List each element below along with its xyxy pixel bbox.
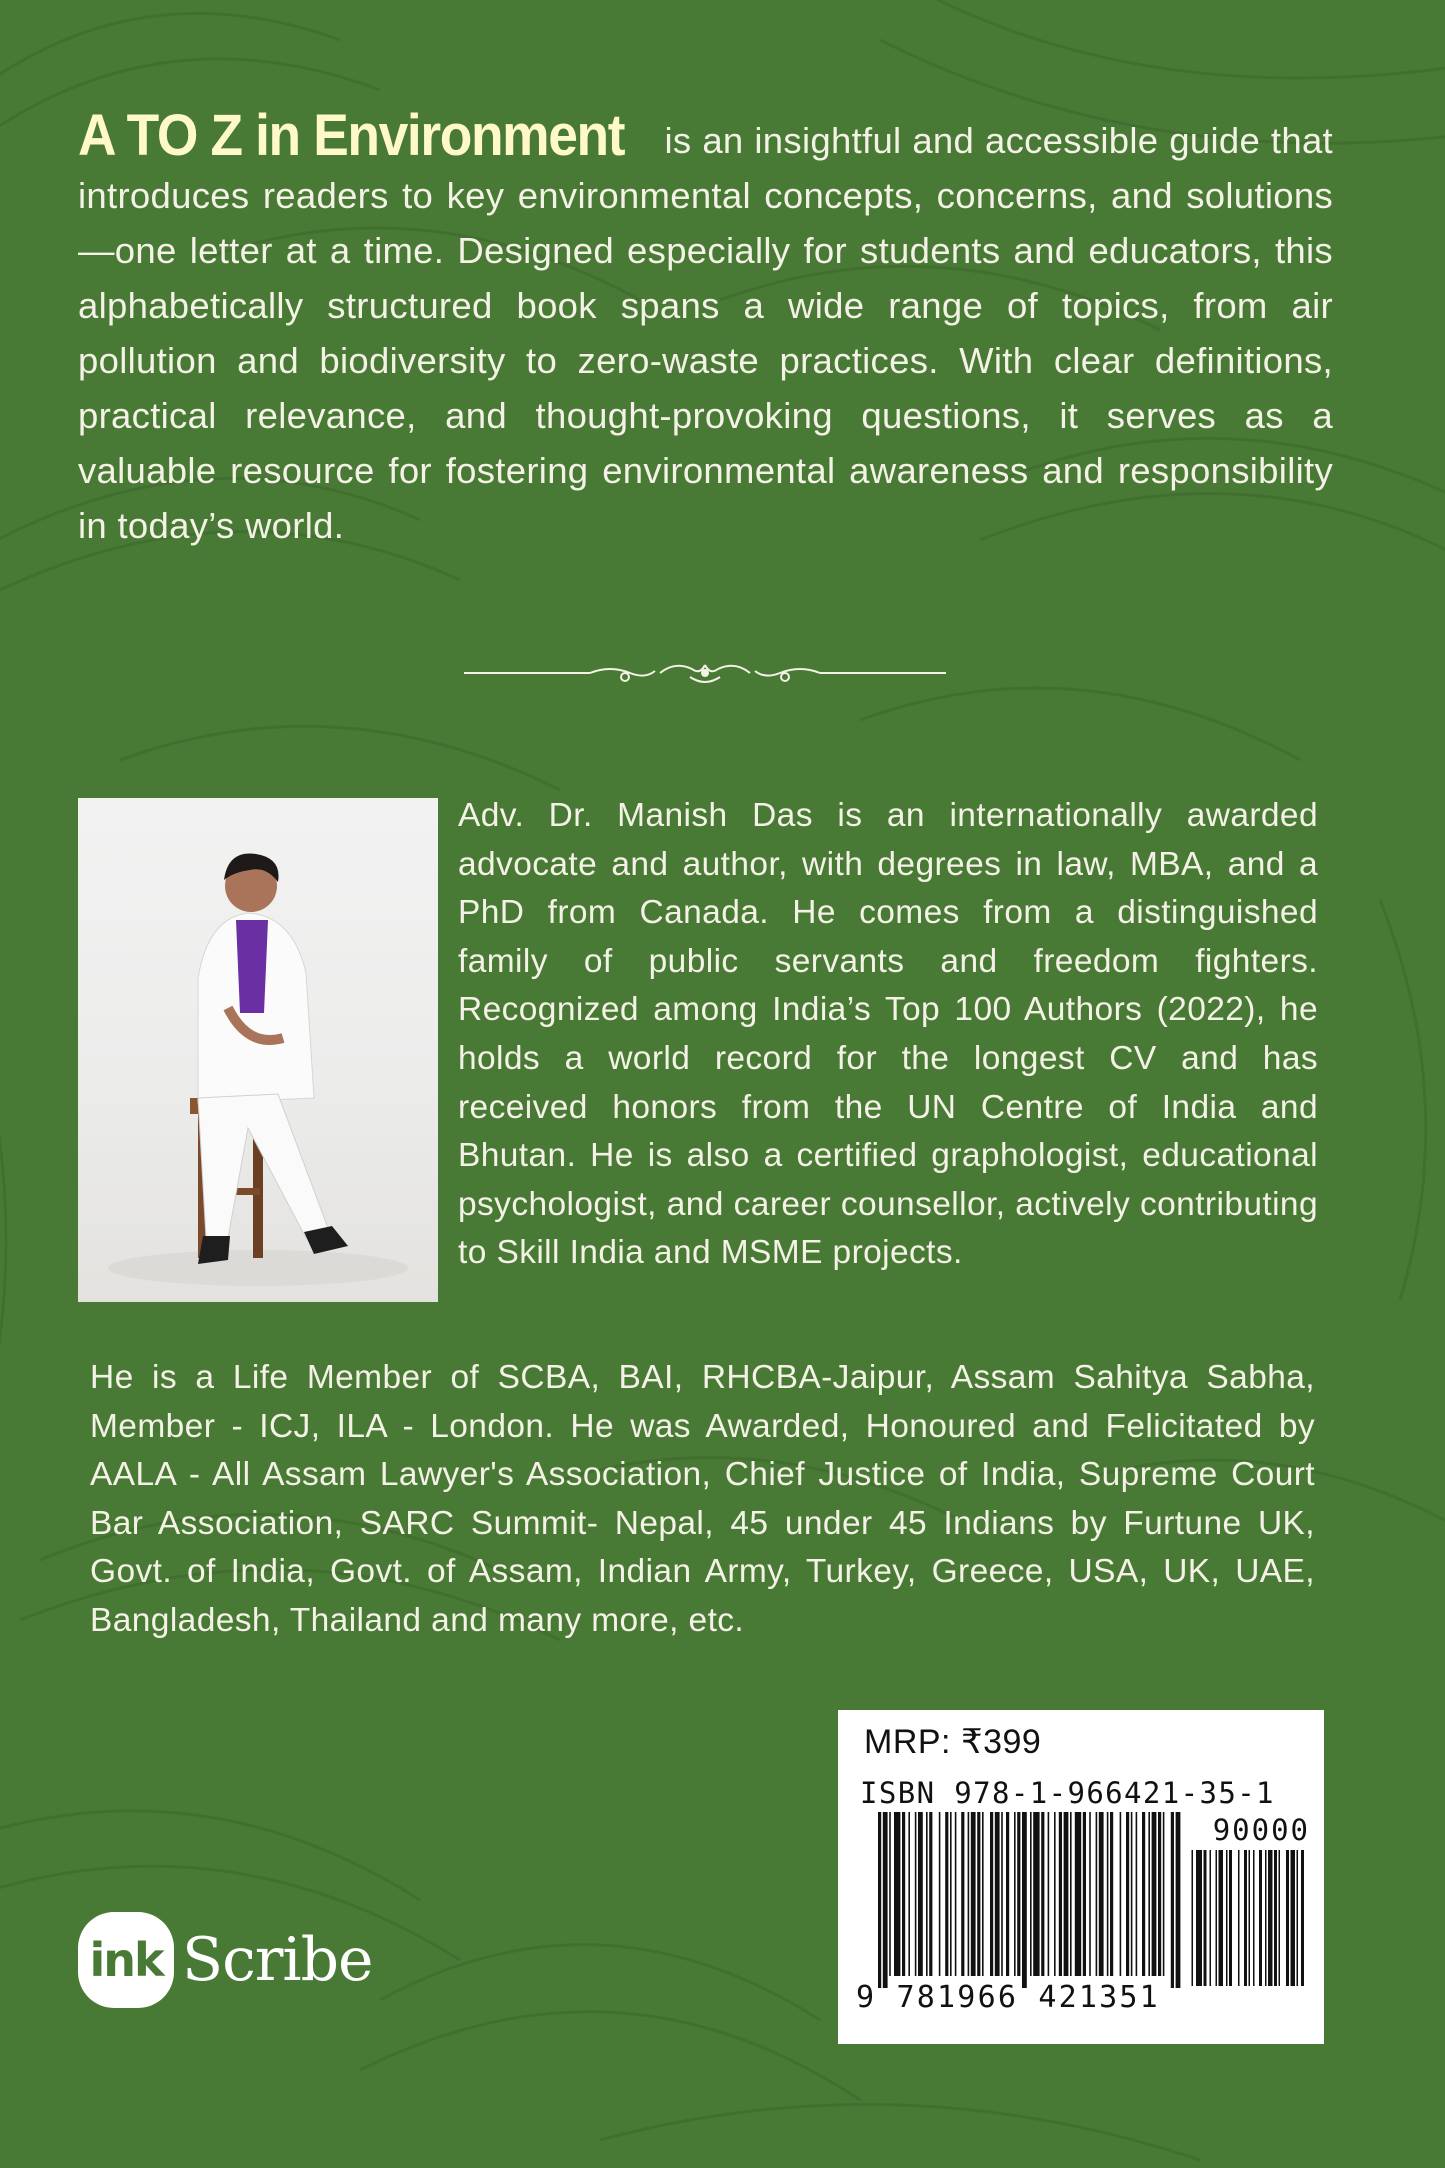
- ornamental-divider: [460, 655, 950, 691]
- book-blurb: is an insightful and accessible guide that introduces readers to key environmental concepts, concerns, and solutions—one letter at a time. Designed especially for students and educators, this alphabetically structured book spans a wide range of topics, from air pollution and biodiversity to zero-waste practices. With clear definitions, practical relevance, and thought-provoking questions, it serves as a valuable resource for fostering environmental awareness and responsibility in today’s world.: [78, 120, 1333, 546]
- book-title: A TO Z in Environment: [78, 103, 625, 168]
- mrp-price: MRP: ₹399: [864, 1723, 1042, 1761]
- barcode-addon-digits: 90000: [1212, 1813, 1310, 1847]
- isbn-barcode-panel: [838, 1710, 1324, 2044]
- publisher-logo-badge: ink: [78, 1912, 174, 2008]
- author-honors: He is a Life Member of SCBA, BAI, RHCBA-Jaipur, Assam Sahitya Sabha, Member - ICJ, ILA - London. He was Awarded, Honoured and Felicitated by AALA - All Assam Lawyer's Association, Chief Justice of India, Supreme Court Bar Association, SARC Summit- Nepal, 45 under 45 Indians by Furtune UK, Govt. of India, Govt. of Assam, Indian Army, Turkey, Greece, USA, UK, UAE, Bangladesh, Thailand and many more, etc.: [90, 1359, 1315, 1639]
- author-bio: Adv. Dr. Manish Das is an internationally awarded advocate and author, with degrees in law, MBA, and a PhD from Canada. He comes from a distinguished family of public servants and freedom fighters. Recognized among India’s Top 100 Authors (2022), he holds a world record for the longest CV and has received honors from the UN Centre of India and Bhutan. He is also a certified graphologist, educational psychologist, and career counsellor, actively contributing to Skill India and MSME projects.: [458, 797, 1318, 1272]
- publisher-logo-wordmark: Scribe: [182, 1925, 373, 1995]
- ean-digits: 9 781966 421351: [856, 1980, 1160, 2015]
- author-photo: [78, 798, 438, 1302]
- isbn-number: ISBN 978-1-966421-35-1: [860, 1776, 1275, 1810]
- publisher-logo: [78, 1912, 373, 2008]
- book-description: [78, 103, 1333, 553]
